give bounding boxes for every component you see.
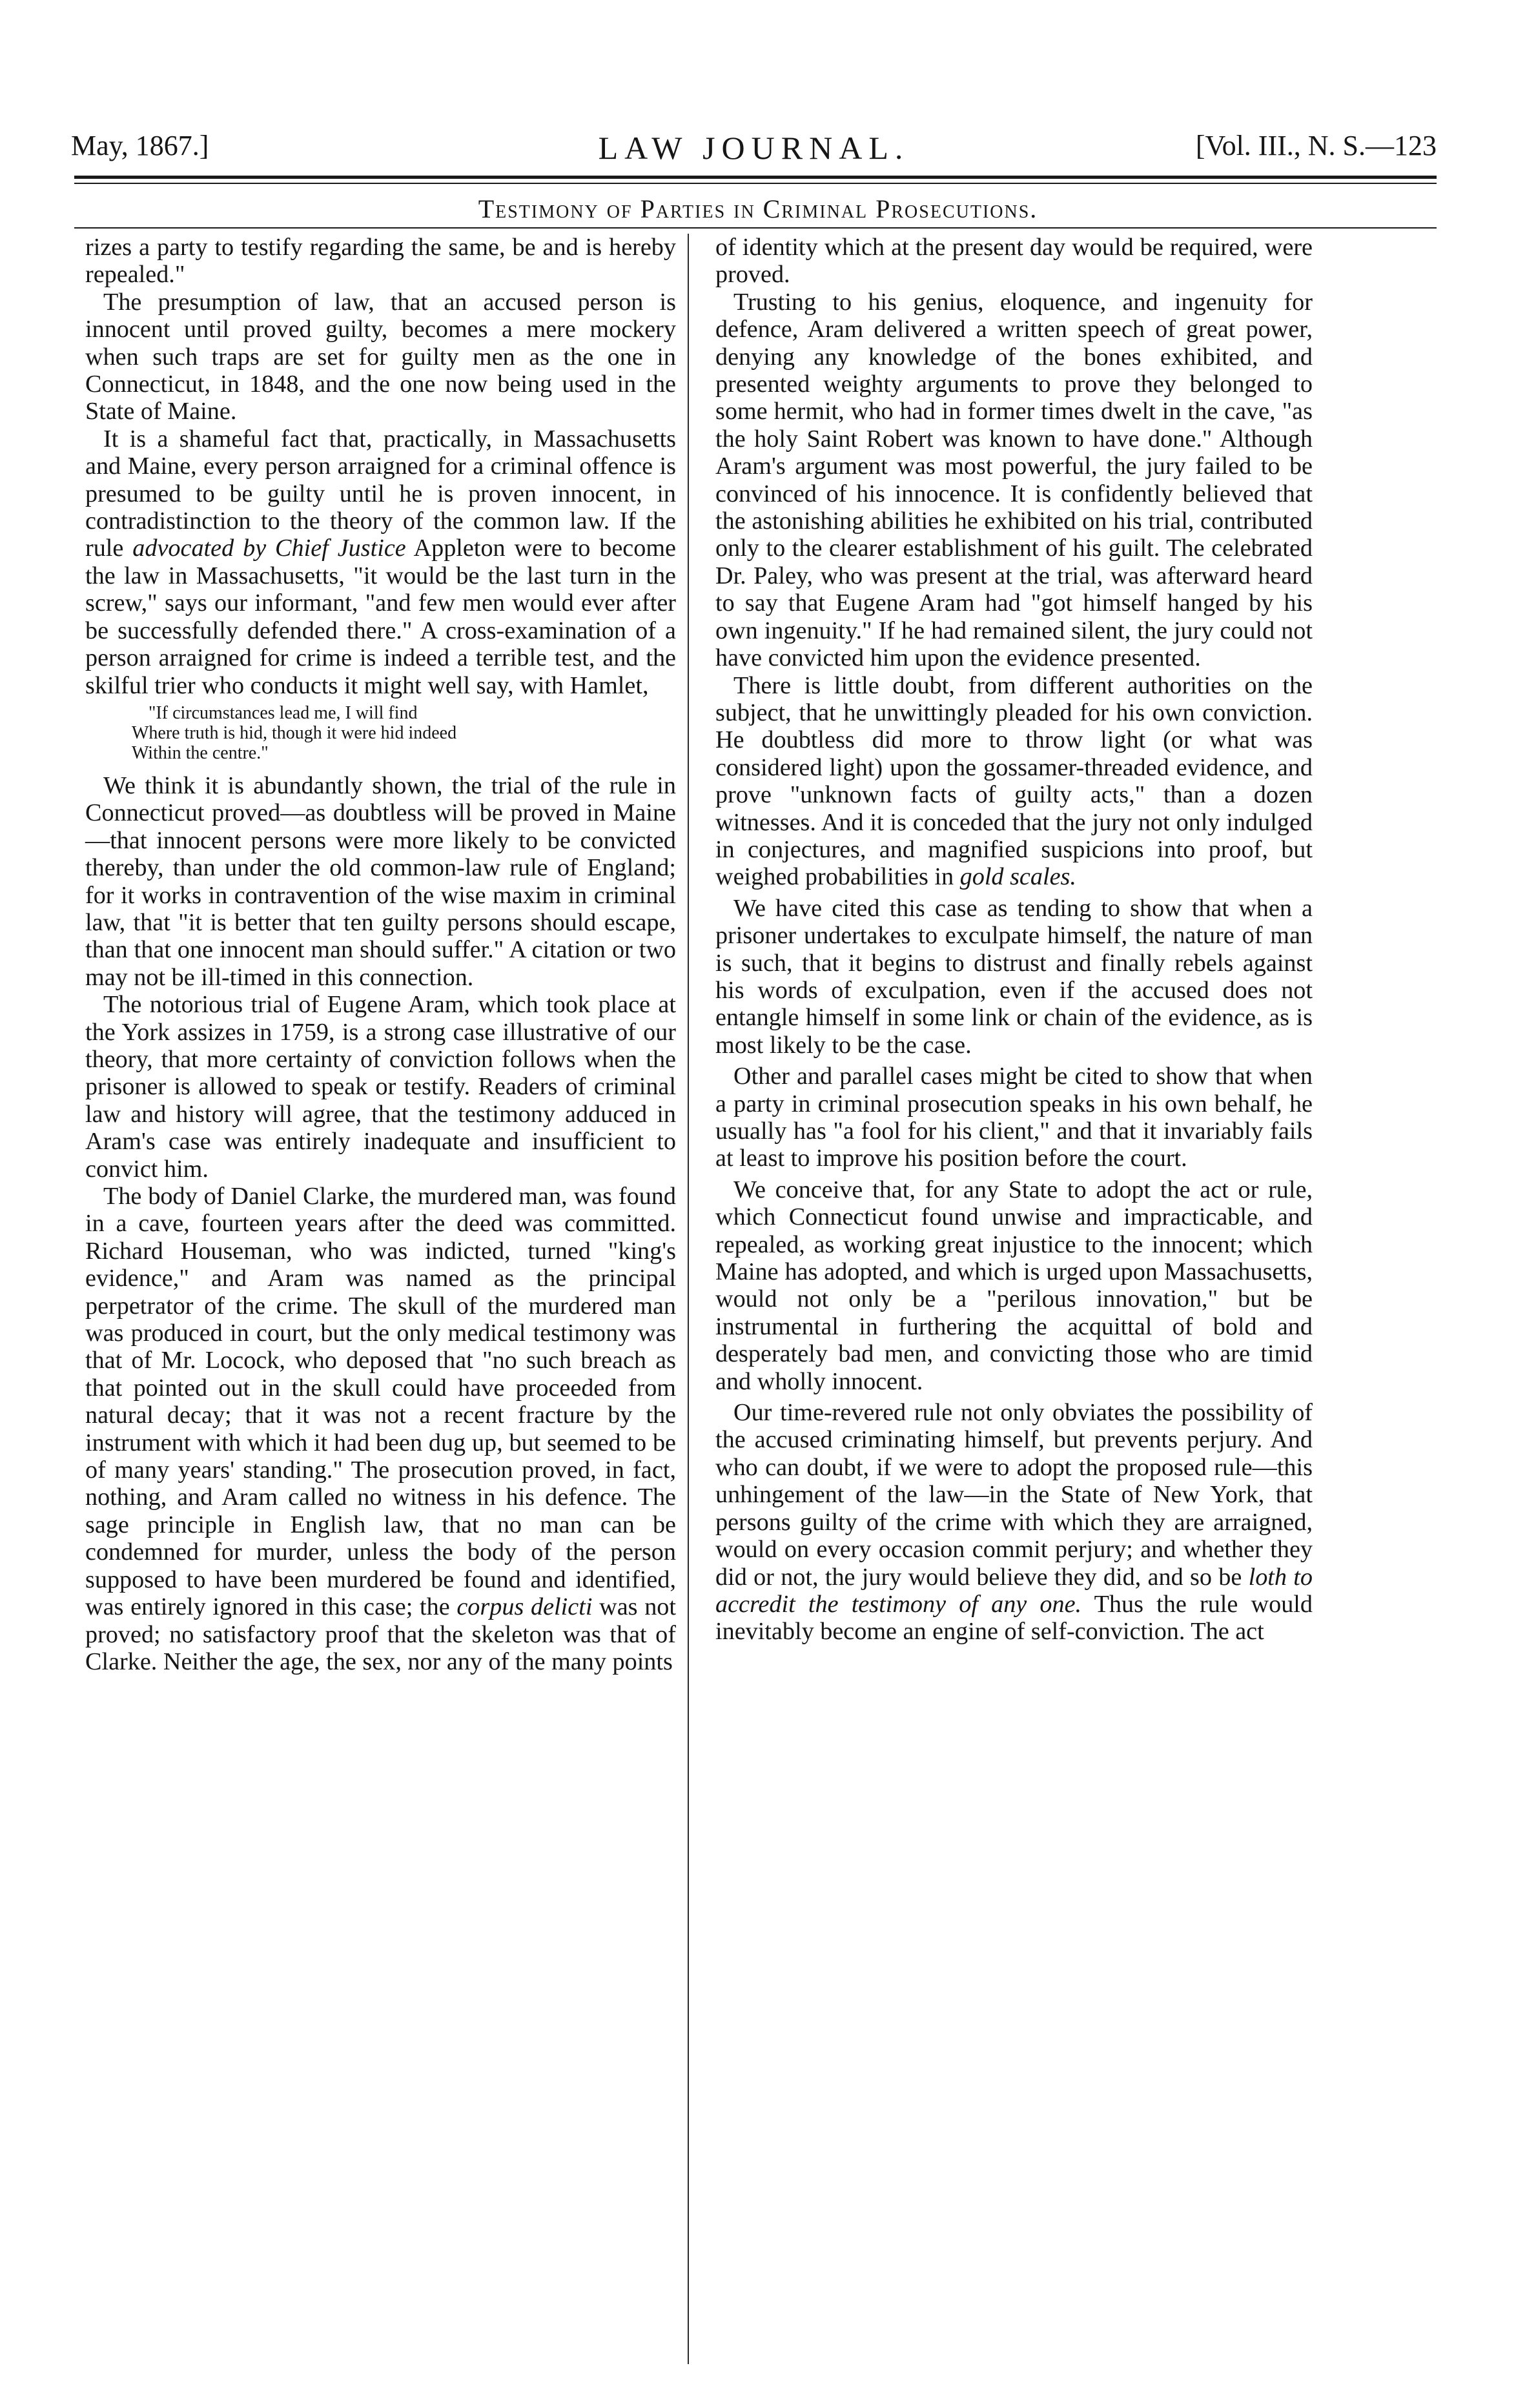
paragraph: We think it is abundantly shown, the trial of the rule in Connecticut proved—as doubtless will be proved in Maine—that innocent persons were more likely to be convicted thereby, than under the old common-law rule of England; for it works in contravention of the wise maxim in criminal law, that "it is better that ten guilty persons should escape, than that one innocent man should suffer." A citation or two may not be ill-timed in this connection.: [85, 771, 676, 991]
paragraph: It is a shameful fact that, practically, in Massachusetts and Maine, every person arraigned for a criminal offence is presumed to be guilty until he is proven innocent, in contradistinction to the theory of the common law. If the rule advocated by Chief Justice Appleton were to become the law in Massachusetts, "it would be the last turn in the screw," says our informant, "and few men would ever after be successfully defended there." A cross-examination of a person arraigned for crime is indeed a terrible test, and the skilful trier who conducts it might well say, with Hamlet,: [85, 425, 677, 699]
paragraph: Our time-revered rule not only obviates the possibility of the accused criminating himself, but prevents perjury. And who can doubt, if we were to adopt the proposed rule—this unhingement of the law—in the State of New York, that persons guilty of the crime with which they are arraigned, would on every occasion commit perjury; and whether they did or not, the jury would believe they did, and so be loth to accredit the testimony of any one. Thus the rule would inevitably become an engine of self-conviction. The act: [715, 1399, 1313, 1646]
header-date: May, 1867.]: [71, 130, 209, 161]
hamlet-quote: [132, 703, 676, 763]
quote-line: Where truth is hid, though it were hid indeed: [132, 722, 457, 743]
journal-title: LAW JOURNAL.: [598, 130, 910, 166]
header-rule-thin: [74, 183, 1437, 184]
section-rule: [74, 227, 1437, 229]
paragraph: The presumption of law, that an accused person is innocent until proved guilty, becomes a mere mockery when such traps are set for guilty men as the one in Connecticut, in 1848, and the one now being used in the State of Maine.: [85, 288, 676, 425]
quote-line: "If circumstances lead me, I will find: [149, 702, 418, 723]
page-header: [71, 129, 1437, 174]
header-volume: [Vol. III., N. S.—123: [1195, 130, 1437, 161]
right-column: [715, 234, 1313, 1646]
paragraph: We conceive that, for any State to adopt the act or rule, which Connecticut found unwise and impracticable, and repealed, as working great injustice to the innocent; which Maine has adopted, and which is urged upon Massachusetts, would not only be a "perilous innovation," but be instrumental in furthering the acquittal of bold and desperately bad men, and convicting those who are timid and wholly innocent.: [715, 1176, 1313, 1395]
paragraph: We have cited this case as tending to show that when a prisoner undertakes to exculpate himself, the nature of man is such, that it begins to distrust and finally rebels against his words of exculpation, even if the accused does not entangle himself in some link or chain of the evidence, as is most likely to be the case.: [715, 894, 1313, 1059]
column-divider: [688, 234, 689, 2364]
section-title: Testimony of Parties in Criminal Prosecutions.: [478, 194, 1038, 223]
paragraph: Trusting to his genius, eloquence, and ingenuity for defence, Aram delivered a written speech of great power, denying any knowledge of the bones exhibited, and presented weighty arguments to prove they belonged to some hermit, who had in former times dwelt in the cave, "as the holy Saint Robert was known to have done." Although Aram's argument was most powerful, the jury failed to be convinced of his innocence. It is confidently believed that the astonishing abilities he exhibited on his trial, contributed only to the clearer establishment of his guilt. The celebrated Dr. Paley, who was present at the trial, was afterward heard to say that Eugene Aram had "got himself hanged by his own ingenuity." If he had remained silent, the jury could not have convicted him upon the evidence presented.: [715, 288, 1313, 672]
quote-line: Within the centre.": [132, 742, 269, 763]
paragraph: rizes a party to testify regarding the same, be and is hereby repealed.": [85, 234, 676, 289]
left-column: [85, 234, 676, 1675]
paragraph: The body of Daniel Clarke, the murdered man, was found in a cave, fourteen years after the deed was committed. Richard Houseman, who was indicted, turned "king's evidence," and Aram was named as the principal perpetrator of the crime. The skull of the murdered man was produced in court, but the only medical testimony was that of Mr. Locock, who deposed that "no such breach as that pointed out in the skull could have proceeded from natural decay; that it was not a recent fracture by the instrument with which it had been dug up, but seemed to be of many years' standing." The prosecution proved, in fact, nothing, and Aram called no witness in his defence. The sage principle in English law, that no man can be condemned for murder, unless the body of the person supposed to have been murdered be found and identified, was entirely ignored in this case; the corpus delicti was not proved; no satisfactory proof that the skeleton was that of Clarke. Neither the age, the sex, nor any of the many points: [85, 1183, 677, 1675]
header-rule-thick: [74, 176, 1437, 179]
paragraph: of identity which at the present day would be required, were proved.: [715, 234, 1313, 289]
paragraph: The notorious trial of Eugene Aram, which took place at the York assizes in 1759, is a strong case illustrative of our theory, that more certainty of conviction follows when the prisoner is allowed to speak or testify. Readers of criminal law and history will agree, that the testimony adduced in Aram's case was entirely inadequate and insufficient to convict him.: [85, 991, 676, 1183]
paragraph: Other and parallel cases might be cited to show that when a party in criminal prosecution speaks in his own behalf, he usually has "a fool for his client," and that it invariably fails at least to improve his position before the court.: [715, 1063, 1313, 1172]
paragraph: There is little doubt, from different authorities on the subject, that he unwittingly pleaded for his own conviction. He doubtless did more to throw light (or what was considered light) upon the gossamer-threaded evidence, and prove "unknown facts of guilty acts," than a dozen witnesses. And it is conceded that the jury not only indulged in conjectures, and magnified suspicions into proof, but weighed probabilities in gold scales.: [715, 671, 1313, 891]
